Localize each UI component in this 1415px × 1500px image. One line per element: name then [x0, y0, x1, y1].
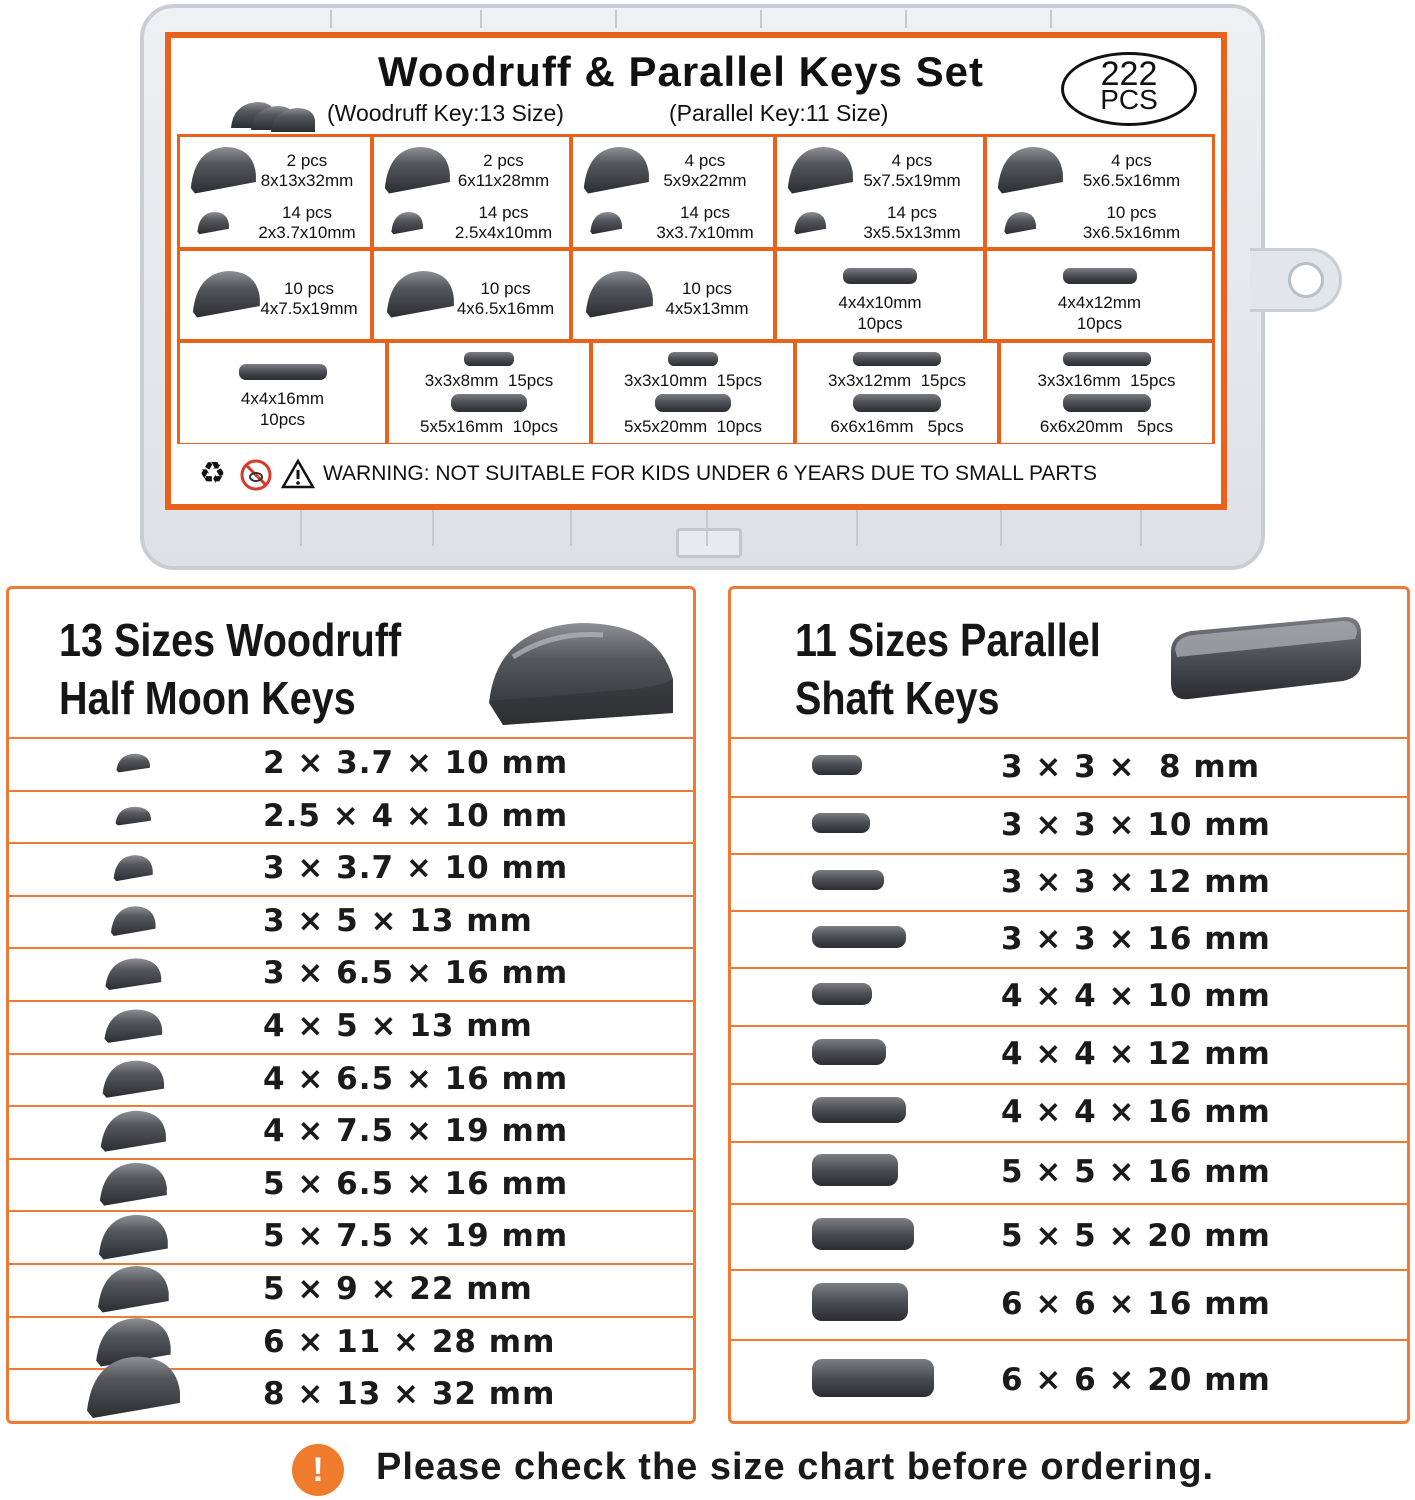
total-pieces-badge: [1061, 52, 1197, 126]
woodruff-key-icon: [785, 145, 855, 195]
compartment-cell: [777, 137, 983, 247]
compartment-cell: [389, 343, 589, 443]
compartment-cell: [593, 343, 793, 443]
woodruff-size-row: [9, 895, 693, 948]
no-mouth-icon: [239, 458, 273, 492]
woodruff-size-label: 5 × 7.5 × 19 mm: [263, 1218, 569, 1255]
woodruff-key-icon: [589, 211, 623, 235]
parallel-size-label: 6 × 6 × 16 mm: [1001, 1286, 1271, 1322]
parallel-size-row: [731, 1203, 1407, 1269]
woodruff-size-row: [9, 1263, 693, 1316]
box-partition-bottom: [570, 506, 572, 546]
box-partition-top: [330, 10, 332, 28]
compartment-cell: [180, 137, 370, 247]
parallel-key-icon: [1062, 393, 1152, 413]
compartment-grid: [177, 134, 1215, 444]
compartment-text: 14 pcs: [281, 203, 333, 222]
parallel-size-label: 3 × 3 × 12 mm: [1001, 863, 1271, 900]
parallel-size-row: [731, 967, 1407, 1025]
compartment-text: 5x9x22mm: [663, 171, 747, 190]
parallel-title-line2: Shaft Keys: [795, 672, 1000, 724]
box-partition-bottom: [300, 506, 302, 546]
woodruff-size-row: [9, 1000, 693, 1053]
woodruff-key-icon: [97, 1161, 169, 1207]
compartment-text: 3x3x10mm 15pcs: [624, 371, 762, 390]
parallel-key-icon: [811, 754, 863, 776]
compartment-cell: [797, 343, 997, 443]
box-partition-top: [615, 10, 617, 28]
parallel-key-icon: [667, 351, 719, 367]
compartment-text: 3x3x16mm 15pcs: [1037, 371, 1176, 390]
woodruff-key-icon: [102, 1008, 164, 1044]
woodruff-size-row: [9, 737, 693, 790]
parallel-size-row: [731, 853, 1407, 910]
compartment-text: 4x6.5x16mm: [456, 299, 555, 318]
woodruff-size-row: [9, 1158, 693, 1211]
parallel-key-hero-icon: [1165, 611, 1365, 707]
woodruff-key-icon: [114, 806, 152, 826]
compartment-text: 2 pcs: [286, 151, 328, 170]
compartment-text: 6x11x28mm: [457, 171, 550, 190]
woodruff-key-icon: [196, 211, 230, 235]
parallel-key-icon: [811, 1153, 899, 1187]
parallel-key-icon: [811, 1217, 915, 1251]
parallel-size-row: [731, 796, 1407, 853]
parallel-key-icon: [811, 1038, 887, 1066]
woodruff-size-label: 6 × 11 × 28 mm: [263, 1323, 556, 1360]
parallel-size-row: [731, 1269, 1407, 1339]
parallel-size-label: 5 × 5 × 16 mm: [1001, 1154, 1271, 1190]
parallel-size-label: 3 × 3 × 8 mm: [1001, 748, 1261, 785]
woodruff-key-icon: [390, 211, 424, 235]
compartment-text: 5x5x16mm 10pcs: [420, 417, 558, 436]
warning-bar: [177, 452, 1215, 496]
woodruff-size-row: [9, 1105, 693, 1158]
keys-logo-icon: [223, 90, 323, 136]
box-partition-bottom: [706, 506, 708, 546]
compartment-cell: [987, 137, 1212, 247]
parallel-title-line1: 11 Sizes Parallel: [795, 614, 1101, 666]
compartment-text: 5x5x20mm 10pcs: [624, 417, 762, 436]
woodruff-size-label: 5 × 9 × 22 mm: [263, 1271, 533, 1307]
woodruff-size-label: 3 × 5 × 13 mm: [263, 902, 533, 939]
woodruff-size-label: 2 × 3.7 × 10 mm: [263, 745, 569, 781]
compartment-text: 4x4x10mm: [838, 293, 922, 312]
woodruff-key-icon: [98, 1109, 168, 1153]
box-partition-top: [905, 10, 907, 28]
compartment-text: 6x6x16mm 5pcs: [830, 417, 964, 436]
compartment-text: 14 pcs: [679, 203, 731, 222]
parallel-size-row: [731, 1025, 1407, 1083]
woodruff-size-label: 4 × 5 × 13 mm: [263, 1008, 533, 1044]
parallel-key-icon: [654, 393, 732, 413]
compartment-text: 2x3.7x10mm: [258, 223, 356, 242]
compartment-text: 2 pcs: [483, 151, 524, 170]
compartment-cell: [374, 251, 569, 339]
woodruff-key-icon: [384, 269, 456, 319]
woodruff-key-icon: [83, 1354, 183, 1420]
woodruff-size-row: [9, 1368, 693, 1421]
parallel-size-table: [728, 586, 1410, 1424]
woodruff-size-label: 4 × 7.5 × 19 mm: [263, 1113, 569, 1150]
box-label-inner: [171, 38, 1221, 504]
woodruff-key-icon: [1003, 211, 1037, 235]
woodruff-key-icon: [995, 145, 1065, 195]
compartment-text: 10 pcs: [283, 279, 335, 298]
compartment-cell: [573, 137, 773, 247]
woodruff-key-icon: [190, 269, 262, 319]
box-partition-bottom: [1140, 506, 1142, 546]
woodruff-key-icon: [109, 905, 157, 937]
parallel-key-icon: [463, 351, 515, 367]
parallel-key-icon: [811, 869, 885, 891]
compartment-text: 4x4x12mm: [1057, 293, 1142, 312]
box-label-title: Woodruff & Parallel Keys Set: [377, 48, 985, 95]
woodruff-key-icon: [112, 854, 154, 882]
warning-triangle-icon: [281, 458, 315, 490]
size-chart-note: Please check the size chart before ordering.: [376, 1446, 1215, 1488]
parallel-size-label: 4 × 4 × 16 mm: [1001, 1094, 1271, 1130]
woodruff-key-icon: [96, 1213, 170, 1261]
woodruff-key-icon: [100, 1059, 166, 1099]
woodruff-key-icon: [103, 957, 163, 991]
compartment-text: 4 pcs: [1111, 151, 1152, 170]
compartment-text: 3x5.5x13mm: [863, 223, 961, 242]
compartment-cell: [180, 343, 385, 443]
woodruff-key-icon: [382, 145, 452, 195]
compartment-text: 4x5x13mm: [665, 299, 749, 318]
compartment-text: 10 pcs: [480, 279, 531, 298]
compartment-cell: [573, 251, 773, 339]
woodruff-key-icon: [793, 211, 827, 235]
parallel-key-icon: [450, 393, 528, 413]
parallel-key-icon: [852, 393, 942, 413]
woodruff-key-hero-icon: [483, 617, 679, 729]
compartment-text: 10 pcs: [1106, 203, 1157, 222]
compartment-text: 10pcs: [1076, 314, 1123, 333]
parallel-size-label: 3 × 3 × 10 mm: [1001, 806, 1271, 843]
box-partition-top: [480, 10, 482, 28]
box-partition-bottom: [432, 506, 434, 546]
compartment-text: 3x3.7x10mm: [656, 223, 754, 242]
compartment-text: 14 pcs: [478, 203, 529, 222]
parallel-key-icon: [1062, 267, 1138, 285]
warning-text: WARNING: NOT SUITABLE FOR KIDS UNDER 6 YEARS DUE TO SMALL PARTS: [323, 462, 1098, 485]
woodruff-key-icon: [95, 1264, 171, 1314]
box-partition-bottom: [856, 506, 858, 546]
woodruff-size-row: [9, 790, 693, 843]
woodruff-size-label: 8 × 13 × 32 mm: [263, 1376, 556, 1413]
woodruff-size-row: [9, 947, 693, 1000]
compartment-text: 4 pcs: [684, 151, 726, 170]
recycle-icon: ♻: [199, 457, 226, 490]
compartment-text: 14 pcs: [886, 203, 938, 222]
compartment-text: 8x13x32mm: [260, 171, 354, 190]
compartment-cell: [374, 137, 569, 247]
compartment-text: 4x7.5x19mm: [260, 299, 358, 318]
parallel-size-label: 6 × 6 × 20 mm: [1001, 1362, 1271, 1398]
woodruff-key-icon: [115, 753, 151, 773]
parallel-size-row: [731, 1339, 1407, 1421]
woodruff-title-line1: 13 Sizes Woodruff: [59, 614, 402, 666]
compartment-cell: [987, 251, 1212, 339]
parallel-key-icon: [811, 925, 907, 949]
parallel-key-icon: [811, 982, 873, 1006]
woodruff-key-icon: [581, 145, 651, 195]
compartment-text: 4x4x16mm: [240, 389, 325, 408]
compartment-cell: [1001, 343, 1212, 443]
compartment-text: 5x7.5x19mm: [863, 171, 961, 190]
alert-icon: !: [292, 1444, 344, 1496]
parallel-size-count: (Parallel Key:11 Size): [669, 100, 889, 126]
parallel-key-icon: [811, 1096, 907, 1124]
woodruff-size-row: [9, 1210, 693, 1263]
parallel-key-icon: [811, 812, 871, 834]
parallel-key-icon: [1062, 351, 1152, 367]
box-hang-hole: [1288, 262, 1324, 298]
compartment-cell: [777, 251, 983, 339]
woodruff-size-table: [6, 586, 696, 1424]
parallel-size-label: 5 × 5 × 20 mm: [1001, 1218, 1271, 1254]
woodruff-key-icon: [188, 145, 258, 195]
woodruff-size-label: 2.5 × 4 × 10 mm: [263, 797, 569, 834]
compartment-text: 5x6.5x16mm: [1082, 171, 1181, 190]
compartment-text: 2.5x4x10mm: [454, 223, 553, 242]
parallel-key-icon: [811, 1282, 909, 1322]
box-label: [165, 32, 1227, 510]
box-partition-top: [1050, 10, 1052, 28]
woodruff-size-row: [9, 1053, 693, 1106]
woodruff-title-line2: Half Moon Keys: [59, 672, 356, 724]
parallel-size-label: 4 × 4 × 10 mm: [1001, 978, 1271, 1014]
total-pieces-unit: PCS: [1100, 84, 1158, 115]
compartment-text: 10 pcs: [681, 279, 733, 298]
compartment-text: 3x3x12mm 15pcs: [828, 371, 966, 390]
box-partition-bottom: [1000, 506, 1002, 546]
parallel-size-label: 4 × 4 × 12 mm: [1001, 1036, 1271, 1072]
parallel-size-row: [731, 1083, 1407, 1141]
woodruff-size-label: 5 × 6.5 × 16 mm: [263, 1165, 569, 1202]
compartment-text: 3x3x8mm 15pcs: [424, 371, 554, 390]
box-latch: [676, 528, 742, 558]
compartment-text: 6x6x20mm 5pcs: [1039, 417, 1174, 436]
parallel-size-row: [731, 1141, 1407, 1203]
box-partition-top: [760, 10, 762, 28]
parallel-size-label: 3 × 3 × 16 mm: [1001, 920, 1271, 957]
parallel-key-icon: [852, 351, 942, 367]
compartment-cell: [180, 251, 370, 339]
woodruff-key-icon: [583, 269, 655, 319]
woodruff-size-row: [9, 842, 693, 895]
compartment-text: 3x6.5x16mm: [1082, 223, 1181, 242]
parallel-size-row: [731, 737, 1407, 796]
woodruff-size-label: 3 × 3.7 × 10 mm: [263, 850, 569, 887]
parallel-size-row: [731, 910, 1407, 967]
parallel-key-icon: [811, 1358, 935, 1398]
parallel-key-icon: [842, 267, 918, 285]
woodruff-size-label: 3 × 6.5 × 16 mm: [263, 955, 569, 992]
compartment-text: 10pcs: [259, 410, 306, 429]
total-pieces-count: 222: [1100, 55, 1158, 93]
woodruff-size-count: (Woodruff Key:13 Size): [327, 100, 564, 126]
parallel-key-icon: [238, 363, 328, 381]
woodruff-size-label: 4 × 6.5 × 16 mm: [263, 1060, 569, 1097]
compartment-text: 10pcs: [857, 314, 903, 333]
compartment-text: 4 pcs: [891, 151, 933, 170]
